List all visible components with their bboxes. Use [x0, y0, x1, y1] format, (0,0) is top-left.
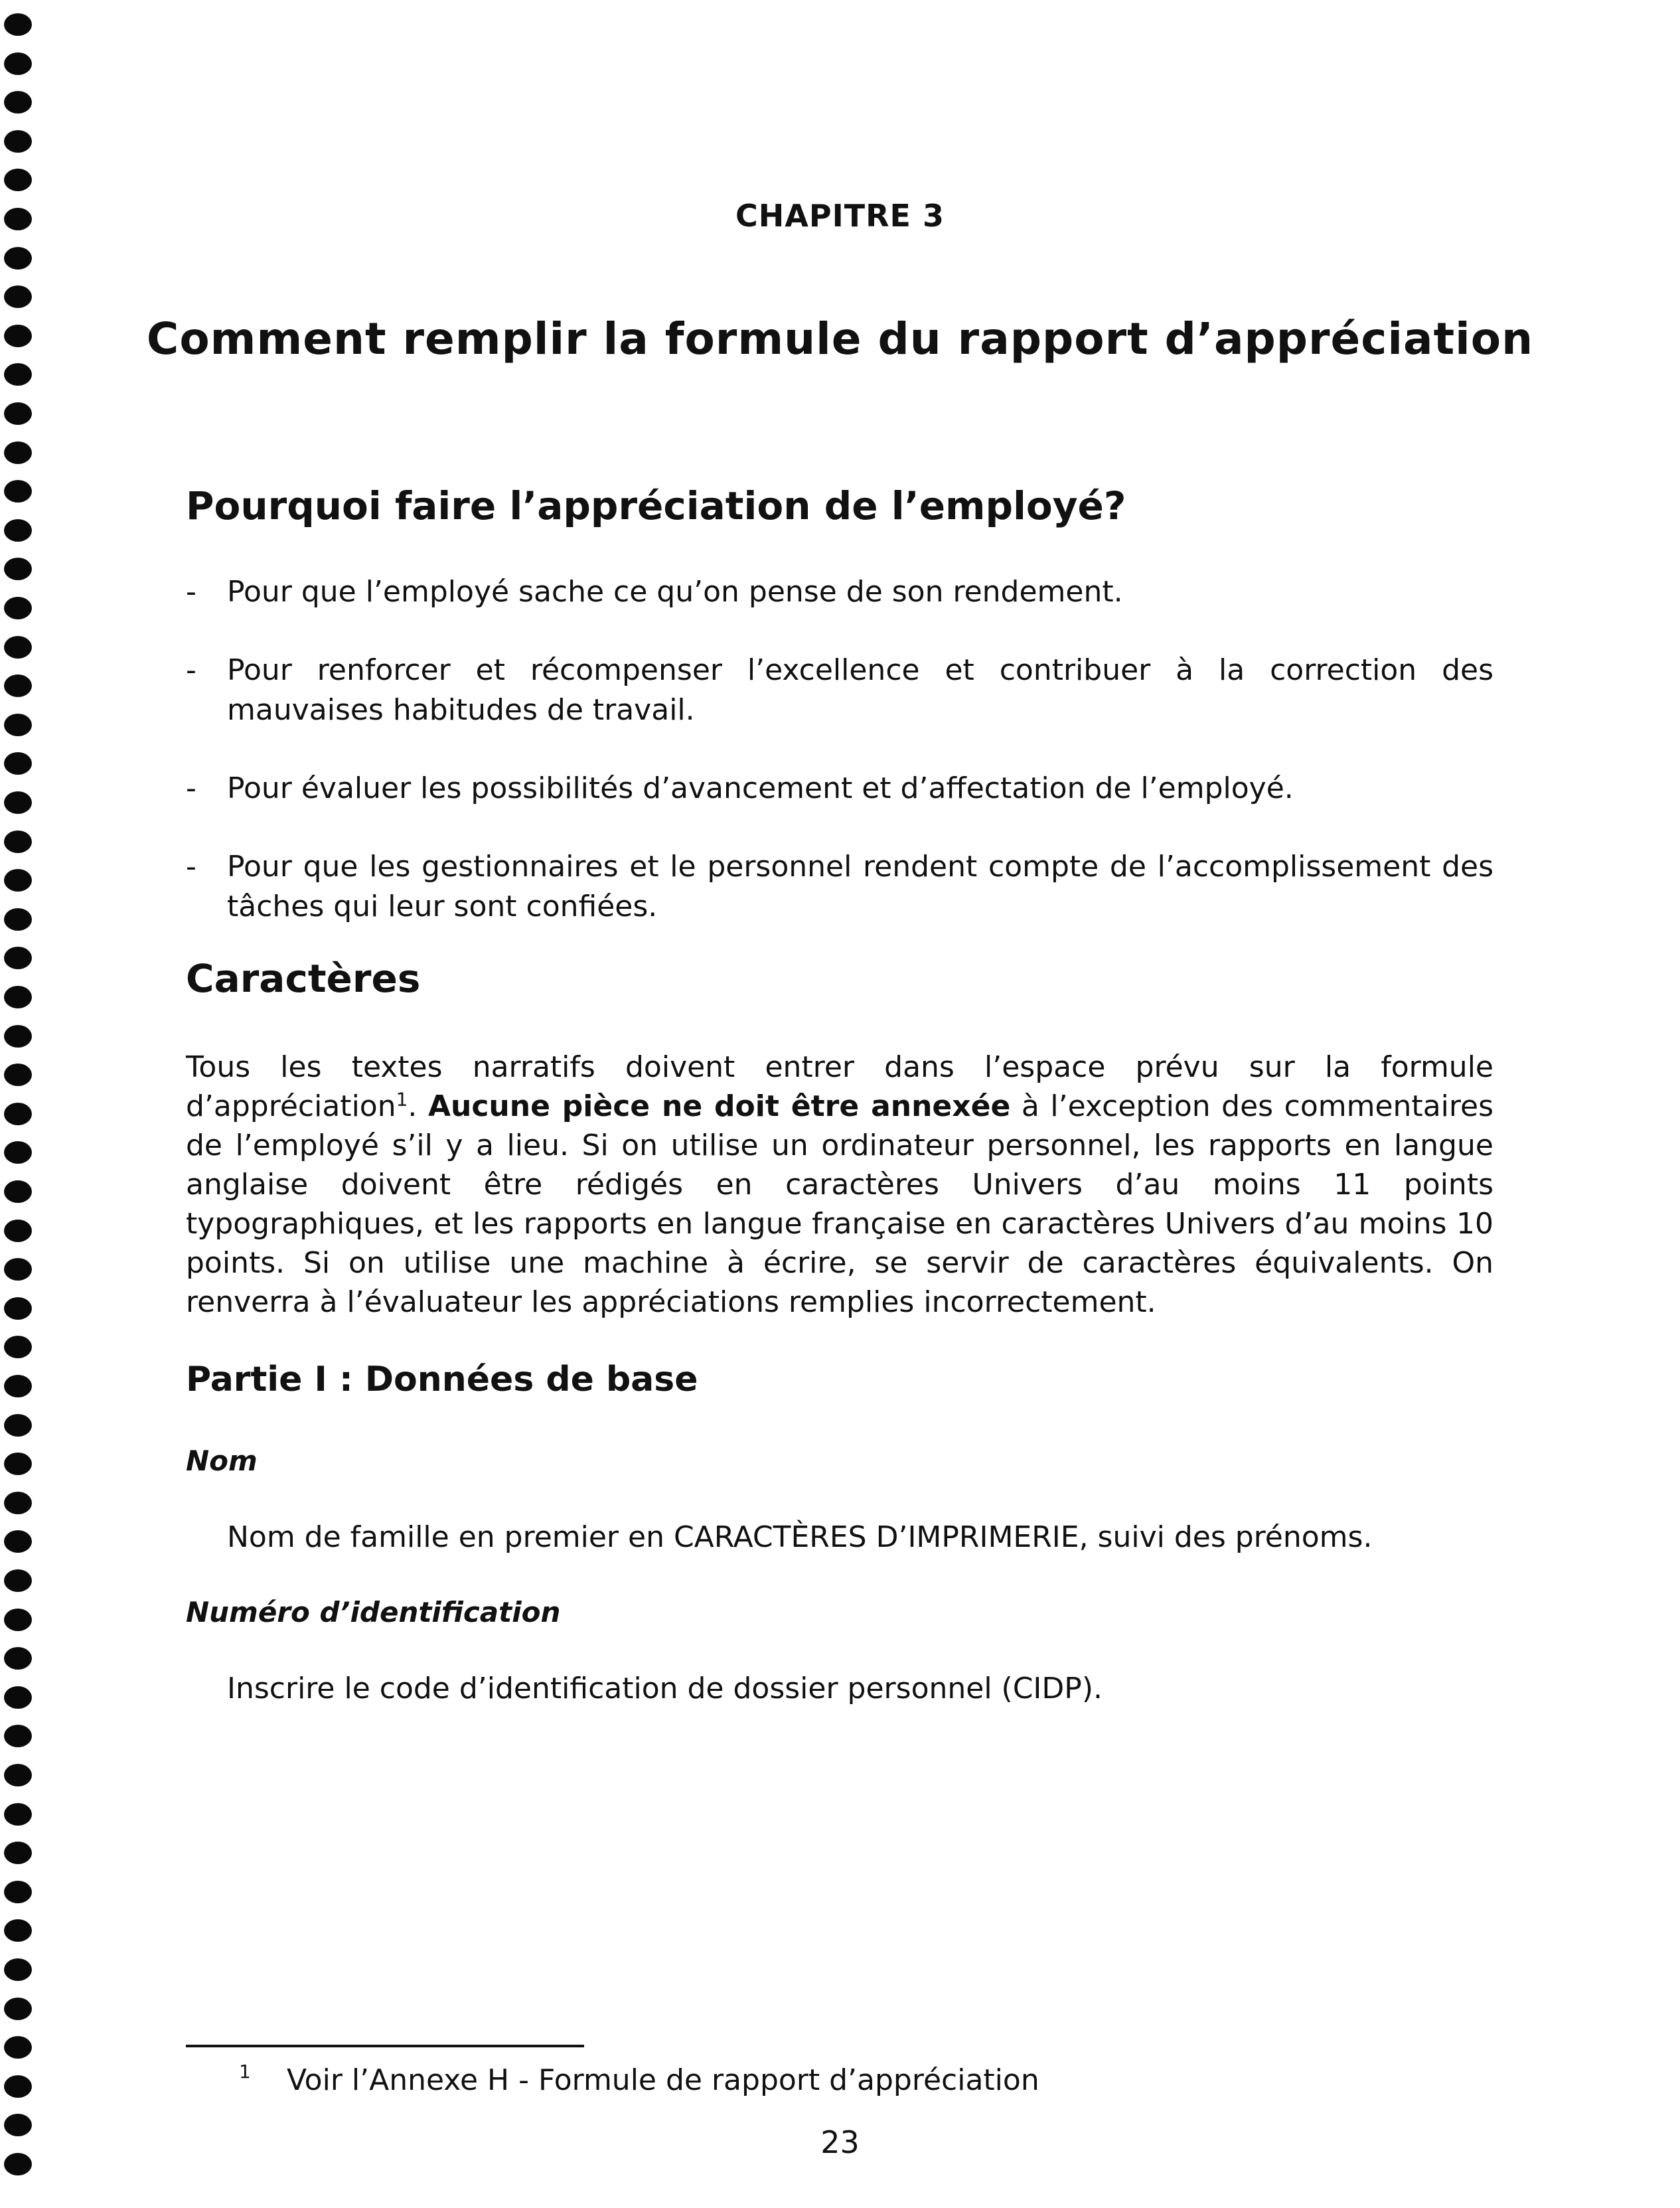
- footnote-text: Voir l’Annexe H - Formule de rapport d’appréciation: [287, 2063, 1039, 2097]
- page-number: 23: [820, 2124, 860, 2160]
- bullet-item: [186, 651, 1493, 730]
- paragraph-text: à l’exception des commentaires de l’employé s’il y a lieu. Si on utilise un ordinateur personnel, les rapports en langue anglaise doivent être rédigés en caractères Univers d’au moins 11 points typographiques, et les rapports en langue française en caractères Univers d’au moins 10 points. Si on utilise une machine à écrire, se servir de caractères équivalents. On renverra à l’évaluateur les appréciations remplies incorrectement.: [186, 1089, 1493, 1319]
- bullet-dash: -: [186, 575, 196, 609]
- field-description-id-number: Inscrire le code d’identification de dossier personnel (CIDP).: [227, 1672, 1103, 1705]
- bullet-text: Pour que les gestionnaires et le personnel rendent compte de l’accomplissement des tâches qui leur sont confiées.: [227, 850, 1493, 923]
- footnote-divider: [186, 2045, 584, 2047]
- paragraph-text: Tous les textes narratifs doivent entrer dans l’espace prévu sur la formule d’appréciation: [186, 1050, 1493, 1123]
- bullet-dash: -: [186, 653, 196, 687]
- field-label-name: Nom: [186, 1445, 258, 1477]
- bullet-dash: -: [186, 850, 196, 884]
- chapter-label: CHAPITRE 3: [735, 198, 945, 234]
- bullet-text: Pour renforcer et récompenser l’excellence et contribuer à la correction des mauvaises habitudes de travail.: [227, 653, 1493, 727]
- part1-heading: Partie I : Données de base: [186, 1360, 698, 1399]
- paragraph-text: .: [408, 1089, 428, 1123]
- bullet-text: Pour évaluer les possibilités d’avancement et d’affectation de l’employé.: [227, 771, 1294, 805]
- paragraph-bold-text: Aucune pièce ne doit être annexée: [427, 1089, 1011, 1123]
- field-description-name: Nom de famille en premier en CARACTÈRES D’IMPRIMERIE, suivi des prénoms.: [227, 1520, 1373, 1554]
- section-heading-characters: Caractères: [186, 956, 421, 1001]
- bullet-dash: -: [186, 771, 196, 805]
- field-label-id-number: Numéro d’identification: [186, 1596, 561, 1628]
- bullet-item: [186, 847, 1493, 927]
- footnote-mark: 1: [239, 2061, 251, 2083]
- bullet-item: [186, 769, 1493, 809]
- bullet-text: Pour que l’employé sache ce qu’on pense de son rendement.: [227, 575, 1123, 609]
- section-heading-why: Pourquoi faire l’appréciation de l’employé?: [186, 483, 1126, 528]
- bullet-item: [186, 572, 1493, 612]
- footnote-reference: 1: [396, 1088, 408, 1111]
- page-title: Comment remplir la formule du rapport d’appréciation: [146, 313, 1534, 364]
- characters-paragraph: [186, 1048, 1493, 1322]
- footnote: [239, 2063, 1039, 2097]
